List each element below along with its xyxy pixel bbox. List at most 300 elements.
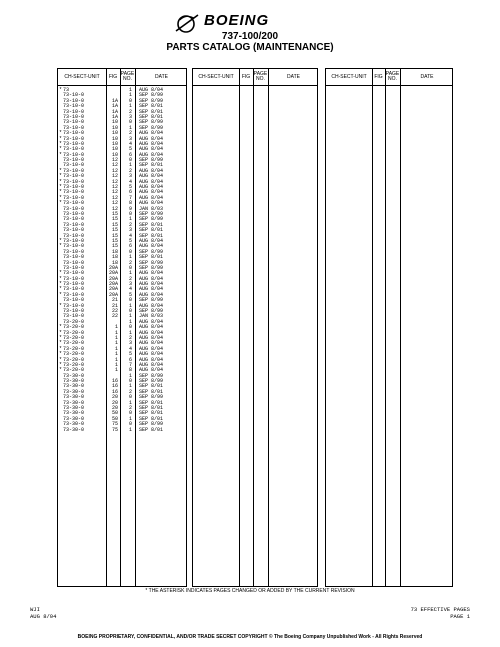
row-unit: 73-10-0 bbox=[63, 103, 85, 110]
revision-asterisk: * bbox=[59, 324, 63, 331]
row-date: SEP 8/99 bbox=[139, 124, 164, 131]
row-fig: 1A bbox=[111, 108, 118, 115]
revision-asterisk: * bbox=[59, 151, 63, 158]
row-fig: 12 bbox=[111, 200, 118, 207]
row-date: JAN 8/03 bbox=[139, 313, 164, 320]
row-fig: 10 bbox=[111, 146, 118, 153]
row-page: 1 bbox=[128, 329, 132, 336]
row-unit: 73-10-0 bbox=[63, 302, 85, 309]
row-date: SEP 8/99 bbox=[139, 264, 164, 271]
row-page: 0 bbox=[128, 248, 132, 255]
row-fig: 1A bbox=[111, 97, 118, 104]
row-date: AUG 8/04 bbox=[139, 243, 164, 250]
row-date: AUG 8/04 bbox=[139, 173, 164, 180]
row-fig: 1 bbox=[114, 329, 118, 336]
row-unit: 73-10-0 bbox=[63, 275, 85, 282]
row-fig: 12 bbox=[111, 194, 118, 201]
revision-asterisk: * bbox=[59, 87, 63, 93]
revision-asterisk: * bbox=[59, 275, 63, 282]
row-date: SEP 8/01 bbox=[139, 227, 164, 234]
row-page: 8 bbox=[128, 200, 132, 207]
row-date: SEP 8/99 bbox=[139, 210, 164, 217]
row-unit: 73-10-0 bbox=[63, 291, 85, 298]
row-unit: 73-10-0 bbox=[63, 221, 85, 228]
row-date: AUG 8/04 bbox=[139, 318, 164, 325]
row-unit: 73-10-0 bbox=[63, 135, 85, 142]
row-date: AUG 8/04 bbox=[139, 146, 164, 153]
row-fig: 20A bbox=[108, 264, 118, 271]
row-page: 1 bbox=[128, 318, 132, 325]
row-unit: 73-30-0 bbox=[63, 383, 85, 390]
row-fig: 10 bbox=[111, 119, 118, 126]
row-fig: 10 bbox=[111, 140, 118, 147]
row-date: SEP 8/99 bbox=[139, 119, 164, 126]
row-unit: 73-10-0 bbox=[63, 308, 85, 315]
row-fig: 10 bbox=[111, 130, 118, 137]
row-unit: 73-30-0 bbox=[63, 372, 85, 379]
row-unit: 73-10-0 bbox=[63, 173, 85, 180]
row-unit: 73-10-0 bbox=[63, 210, 85, 217]
row-unit: 73-10-0 bbox=[63, 92, 85, 99]
row-date: SEP 8/99 bbox=[139, 259, 164, 266]
row-unit: 73-10-0 bbox=[63, 200, 85, 207]
header-page: PAGE NO. bbox=[385, 71, 400, 82]
catalog-title: PARTS CATALOG (MAINTENANCE) bbox=[166, 42, 334, 53]
row-unit: 73-10-0 bbox=[63, 97, 85, 104]
revision-asterisk: * bbox=[59, 356, 63, 363]
row-unit: 73-10-0 bbox=[63, 227, 85, 234]
row-page: 0 bbox=[128, 157, 132, 164]
revision-asterisk: * bbox=[59, 189, 63, 196]
row-date: SEP 8/01 bbox=[139, 415, 164, 422]
row-unit: 73-30-0 bbox=[63, 410, 85, 417]
row-page: 1 bbox=[128, 92, 132, 99]
revision-asterisk: * bbox=[59, 140, 63, 147]
row-fig: 20 bbox=[111, 399, 118, 406]
revision-asterisk: * bbox=[59, 286, 63, 293]
row-date: AUG 8/04 bbox=[139, 167, 164, 174]
header-date: DATE bbox=[287, 73, 300, 80]
row-page: 0 bbox=[128, 324, 132, 331]
row-page: 4 bbox=[128, 232, 132, 239]
revision-asterisk: * bbox=[59, 146, 63, 153]
row-page: 1 bbox=[128, 216, 132, 223]
header-fig: FIG bbox=[374, 73, 383, 80]
row-page: 6 bbox=[128, 243, 132, 250]
row-fig: 1 bbox=[114, 351, 118, 358]
row-date: AUG 8/04 bbox=[139, 286, 164, 293]
row-page: 1 bbox=[128, 302, 132, 309]
row-page: 2 bbox=[128, 221, 132, 228]
row-unit: 73-30-0 bbox=[63, 405, 85, 412]
row-fig: 22 bbox=[111, 308, 118, 315]
revision-asterisk: * bbox=[59, 237, 63, 244]
row-page: 0 bbox=[128, 210, 132, 217]
row-fig: 16 bbox=[111, 383, 118, 390]
row-unit: 73-20-0 bbox=[63, 340, 85, 347]
row-date: AUG 8/04 bbox=[139, 270, 164, 277]
row-fig: 15 bbox=[111, 227, 118, 234]
revision-asterisk: * bbox=[59, 302, 63, 309]
row-unit: 73-10-0 bbox=[63, 130, 85, 137]
row-unit: 73-10-0 bbox=[63, 264, 85, 271]
revision-asterisk: * bbox=[59, 345, 63, 352]
row-unit: 73-10-0 bbox=[63, 124, 85, 131]
footer-date: AUG 8/04 bbox=[30, 613, 57, 620]
row-page: 3 bbox=[128, 113, 132, 120]
revision-asterisk: * bbox=[59, 351, 63, 358]
row-page: 2 bbox=[128, 405, 132, 412]
proprietary-notice: BOEING PROPRIETARY, CONFIDENTIAL, AND/OR TRADE SECRET COPYRIGHT © The Boeing Company Unpublished Work - All Rights Reserved bbox=[77, 634, 423, 640]
row-page: 3 bbox=[128, 173, 132, 180]
row-fig: 15 bbox=[111, 216, 118, 223]
row-page: 0 bbox=[128, 421, 132, 428]
row-fig: 1 bbox=[114, 334, 118, 341]
row-fig: 75 bbox=[111, 426, 118, 433]
table-row bbox=[58, 428, 186, 433]
row-date: SEP 8/01 bbox=[139, 388, 164, 395]
row-date: AUG 8/04 bbox=[139, 140, 164, 147]
row-date: SEP 8/01 bbox=[139, 399, 164, 406]
row-page: 3 bbox=[128, 227, 132, 234]
row-unit: 73-10-0 bbox=[63, 119, 85, 126]
row-date: AUG 8/04 bbox=[139, 200, 164, 207]
row-date: AUG 8/04 bbox=[139, 324, 164, 331]
row-page: 5 bbox=[128, 146, 132, 153]
header-page: PAGE NO. bbox=[253, 71, 268, 82]
row-date: AUG 8/04 bbox=[139, 194, 164, 201]
row-date: AUG 8/04 bbox=[139, 356, 164, 363]
row-page: 1 bbox=[128, 162, 132, 169]
revision-asterisk: * bbox=[59, 340, 63, 347]
row-date: AUG 8/04 bbox=[139, 281, 164, 288]
row-fig: 12 bbox=[111, 189, 118, 196]
revision-asterisk: * bbox=[59, 130, 63, 137]
row-unit: 73-30-0 bbox=[63, 426, 85, 433]
row-unit: 73-10-0 bbox=[63, 254, 85, 261]
row-fig: 1 bbox=[114, 356, 118, 363]
row-fig: 18 bbox=[111, 259, 118, 266]
row-unit: 73-10-0 bbox=[63, 286, 85, 293]
footer-code: WJI bbox=[30, 606, 40, 613]
revision-asterisk: * bbox=[59, 329, 63, 336]
revision-asterisk: * bbox=[59, 194, 63, 201]
row-fig: 1 bbox=[114, 367, 118, 374]
row-unit: 73-20-0 bbox=[63, 356, 85, 363]
row-date: SEP 8/01 bbox=[139, 113, 164, 120]
revision-asterisk: * bbox=[59, 270, 63, 277]
revision-asterisk: * bbox=[59, 291, 63, 298]
row-page: 5 bbox=[128, 184, 132, 191]
row-date: AUG 8/04 bbox=[139, 361, 164, 368]
header-fig: FIG bbox=[108, 73, 118, 80]
footer-section-title: 73 EFFECTIVE PAGES bbox=[410, 606, 470, 613]
row-date: SEP 8/01 bbox=[139, 426, 164, 433]
row-date: AUG 8/04 bbox=[139, 189, 164, 196]
row-date: SEP 8/99 bbox=[139, 97, 164, 104]
row-unit: 73-10-0 bbox=[63, 313, 85, 320]
row-unit: 73-10-0 bbox=[63, 167, 85, 174]
row-page: 4 bbox=[128, 140, 132, 147]
row-page: 2 bbox=[128, 259, 132, 266]
revision-asterisk: * bbox=[59, 173, 63, 180]
row-fig: 1 bbox=[114, 345, 118, 352]
row-page: 0 bbox=[128, 119, 132, 126]
row-fig: 15 bbox=[111, 232, 118, 239]
row-fig: 15 bbox=[111, 210, 118, 217]
row-fig: 20 bbox=[111, 405, 118, 412]
row-date: SEP 8/99 bbox=[139, 157, 164, 164]
row-date: AUG 8/04 bbox=[139, 302, 164, 309]
row-date: SEP 8/01 bbox=[139, 103, 164, 110]
row-unit: 73-10-0 bbox=[63, 248, 85, 255]
asterisk-footnote: * THE ASTERISK INDICATES PAGES CHANGED OR ADDED BY THE CURRENT REVISION bbox=[145, 588, 355, 594]
row-date: SEP 8/99 bbox=[139, 394, 164, 401]
row-page: 2 bbox=[128, 130, 132, 137]
row-fig: 12 bbox=[111, 167, 118, 174]
row-fig: 15 bbox=[111, 243, 118, 250]
row-unit: 73-10-0 bbox=[63, 243, 85, 250]
row-unit: 73-10-0 bbox=[63, 151, 85, 158]
row-page: 3 bbox=[128, 135, 132, 142]
row-date: AUG 8/04 bbox=[139, 178, 164, 185]
row-unit: 73-20-0 bbox=[63, 351, 85, 358]
row-unit: 73-20-0 bbox=[63, 324, 85, 331]
row-page: 4 bbox=[128, 178, 132, 185]
row-page: 6 bbox=[128, 189, 132, 196]
row-fig: 1A bbox=[111, 113, 118, 120]
effective-pages-table-2 bbox=[192, 68, 318, 587]
revision-asterisk: * bbox=[59, 135, 63, 142]
table-header bbox=[58, 69, 186, 86]
revision-asterisk: * bbox=[59, 367, 63, 374]
row-date: AUG 8/04 bbox=[139, 351, 164, 358]
row-date: SEP 8/01 bbox=[139, 410, 164, 417]
row-date: AUG 8/04 bbox=[139, 135, 164, 142]
row-fig: 1 bbox=[114, 324, 118, 331]
row-date: AUG 8/04 bbox=[139, 291, 164, 298]
aircraft-model: 737-100/200 bbox=[221, 31, 279, 42]
row-page: 1 bbox=[128, 87, 132, 93]
row-page: 3 bbox=[128, 281, 132, 288]
row-fig: 12 bbox=[111, 184, 118, 191]
row-unit: 73-10-0 bbox=[63, 232, 85, 239]
row-page: 1 bbox=[128, 124, 132, 131]
row-unit: 73-20-0 bbox=[63, 345, 85, 352]
row-fig: 20A bbox=[108, 275, 118, 282]
row-unit: 73-20-0 bbox=[63, 334, 85, 341]
row-page: 2 bbox=[128, 275, 132, 282]
row-fig: 50 bbox=[111, 415, 118, 422]
header-unit: CH-SECT-UNIT bbox=[198, 73, 234, 80]
row-date: AUG 8/04 bbox=[139, 237, 164, 244]
row-fig: 1 bbox=[114, 340, 118, 347]
row-page: 1 bbox=[128, 426, 132, 433]
revision-asterisk: * bbox=[59, 184, 63, 191]
row-date: AUG 8/04 bbox=[139, 87, 164, 93]
row-date: SEP 8/01 bbox=[139, 108, 164, 115]
brand-wordmark: BOEING bbox=[204, 12, 270, 29]
header-date: DATE bbox=[155, 73, 168, 80]
row-fig: 12 bbox=[111, 157, 118, 164]
row-date: SEP 8/99 bbox=[139, 421, 164, 428]
row-unit: 73-10-0 bbox=[63, 162, 85, 169]
row-date: AUG 8/04 bbox=[139, 184, 164, 191]
row-fig: 20A bbox=[108, 291, 118, 298]
table-header bbox=[326, 69, 452, 86]
row-page: 4 bbox=[128, 286, 132, 293]
header-date: DATE bbox=[420, 73, 434, 80]
row-date: AUG 8/04 bbox=[139, 340, 164, 347]
row-fig: 22 bbox=[111, 313, 118, 320]
row-fig: 10 bbox=[111, 124, 118, 131]
row-date: SEP 8/01 bbox=[139, 162, 164, 169]
row-fig: 50 bbox=[111, 410, 118, 417]
row-fig: 20A bbox=[108, 281, 118, 288]
row-date: AUG 8/04 bbox=[139, 151, 164, 158]
row-date: SEP 8/99 bbox=[139, 378, 164, 385]
row-page: 9 bbox=[128, 205, 132, 212]
row-unit: 73-20-0 bbox=[63, 318, 85, 325]
row-page: 1 bbox=[128, 383, 132, 390]
row-page: 8 bbox=[128, 367, 132, 374]
row-date: SEP 8/01 bbox=[139, 383, 164, 390]
row-page: 0 bbox=[128, 410, 132, 417]
row-page: 2 bbox=[128, 334, 132, 341]
row-date: SEP 8/99 bbox=[139, 216, 164, 223]
row-fig: 20A bbox=[108, 270, 118, 277]
row-unit: 73-10-0 bbox=[63, 216, 85, 223]
revision-asterisk: * bbox=[59, 200, 63, 207]
effective-pages-table-3 bbox=[325, 68, 453, 587]
row-date: SEP 8/99 bbox=[139, 92, 164, 99]
row-unit: 73-10-0 bbox=[63, 113, 85, 120]
row-fig: 12 bbox=[111, 178, 118, 185]
row-fig: 12 bbox=[111, 173, 118, 180]
row-fig: 15 bbox=[111, 221, 118, 228]
row-page: 2 bbox=[128, 108, 132, 115]
revision-asterisk: * bbox=[59, 167, 63, 174]
row-unit: 73-10-0 bbox=[63, 237, 85, 244]
row-page: 1 bbox=[128, 313, 132, 320]
row-page: 7 bbox=[128, 194, 132, 201]
row-unit: 73-10-0 bbox=[63, 194, 85, 201]
revision-asterisk: * bbox=[59, 281, 63, 288]
row-date: SEP 8/99 bbox=[139, 297, 164, 304]
row-page: 6 bbox=[128, 151, 132, 158]
row-unit: 73 bbox=[63, 87, 70, 93]
row-unit: 73-30-0 bbox=[63, 394, 85, 401]
header-page: PAGE NO. bbox=[120, 71, 135, 82]
row-unit: 73-10-0 bbox=[63, 140, 85, 147]
row-fig: 10 bbox=[111, 151, 118, 158]
row-page: 0 bbox=[128, 394, 132, 401]
row-date: JAN 8/03 bbox=[139, 205, 164, 212]
row-page: 5 bbox=[128, 291, 132, 298]
row-fig: 20A bbox=[108, 286, 118, 293]
row-fig: 1A bbox=[111, 103, 118, 110]
row-date: AUG 8/04 bbox=[139, 367, 164, 374]
footer-page-number: PAGE 1 bbox=[450, 613, 470, 620]
row-unit: 73-20-0 bbox=[63, 367, 85, 374]
row-fig: 18 bbox=[111, 248, 118, 255]
row-unit: 73-10-0 bbox=[63, 157, 85, 164]
header-fig: FIG bbox=[241, 73, 251, 80]
row-unit: 73-10-0 bbox=[63, 146, 85, 153]
row-page: 1 bbox=[128, 399, 132, 406]
row-unit: 73-30-0 bbox=[63, 388, 85, 395]
row-page: 0 bbox=[128, 264, 132, 271]
row-page: 5 bbox=[128, 351, 132, 358]
revision-asterisk: * bbox=[59, 361, 63, 368]
row-fig: 20 bbox=[111, 394, 118, 401]
row-fig: 75 bbox=[111, 421, 118, 428]
row-fig: 18 bbox=[111, 254, 118, 261]
revision-asterisk: * bbox=[59, 243, 63, 250]
row-date: AUG 8/04 bbox=[139, 329, 164, 336]
row-date: SEP 8/01 bbox=[139, 254, 164, 261]
row-page: 0 bbox=[128, 378, 132, 385]
row-unit: 73-10-0 bbox=[63, 189, 85, 196]
row-fig: 10 bbox=[111, 135, 118, 142]
row-date: SEP 8/01 bbox=[139, 232, 164, 239]
row-unit: 73-30-0 bbox=[63, 399, 85, 406]
revision-asterisk: * bbox=[59, 334, 63, 341]
row-unit: 73-20-0 bbox=[63, 361, 85, 368]
row-page: 4 bbox=[128, 345, 132, 352]
row-unit: 73-10-0 bbox=[63, 297, 85, 304]
effective-pages-table-1 bbox=[57, 68, 187, 587]
row-fig: 12 bbox=[111, 205, 118, 212]
row-unit: 73-10-0 bbox=[63, 270, 85, 277]
row-unit: 73-30-0 bbox=[63, 421, 85, 428]
row-fig: 16 bbox=[111, 378, 118, 385]
row-date: AUG 8/04 bbox=[139, 130, 164, 137]
row-date: AUG 8/04 bbox=[139, 275, 164, 282]
row-date: AUG 8/04 bbox=[139, 345, 164, 352]
row-page: 0 bbox=[128, 97, 132, 104]
row-unit: 73-30-0 bbox=[63, 415, 85, 422]
row-page: 0 bbox=[128, 297, 132, 304]
row-fig: 12 bbox=[111, 162, 118, 169]
row-date: SEP 8/01 bbox=[139, 405, 164, 412]
row-unit: 73-10-0 bbox=[63, 184, 85, 191]
row-page: 6 bbox=[128, 356, 132, 363]
row-fig: 21 bbox=[111, 302, 118, 309]
table-header bbox=[193, 69, 317, 86]
header-unit: CH-SECT-UNIT bbox=[64, 73, 100, 80]
row-date: SEP 8/99 bbox=[139, 248, 164, 255]
row-unit: 73-10-0 bbox=[63, 178, 85, 185]
row-fig: 1 bbox=[114, 361, 118, 368]
row-unit: 73-20-0 bbox=[63, 329, 85, 336]
row-date: AUG 8/04 bbox=[139, 334, 164, 341]
row-page: 3 bbox=[128, 340, 132, 347]
revision-asterisk: * bbox=[59, 178, 63, 185]
row-page: 1 bbox=[128, 415, 132, 422]
row-page: 1 bbox=[128, 254, 132, 261]
row-page: 1 bbox=[128, 270, 132, 277]
row-fig: 21 bbox=[111, 297, 118, 304]
row-date: SEP 8/99 bbox=[139, 308, 164, 315]
row-unit: 73-10-0 bbox=[63, 281, 85, 288]
row-page: 7 bbox=[128, 361, 132, 368]
row-date: SEP 8/99 bbox=[139, 372, 164, 379]
row-unit: 73-30-0 bbox=[63, 378, 85, 385]
row-page: 2 bbox=[128, 388, 132, 395]
row-unit: 73-10-0 bbox=[63, 259, 85, 266]
row-page: 5 bbox=[128, 237, 132, 244]
